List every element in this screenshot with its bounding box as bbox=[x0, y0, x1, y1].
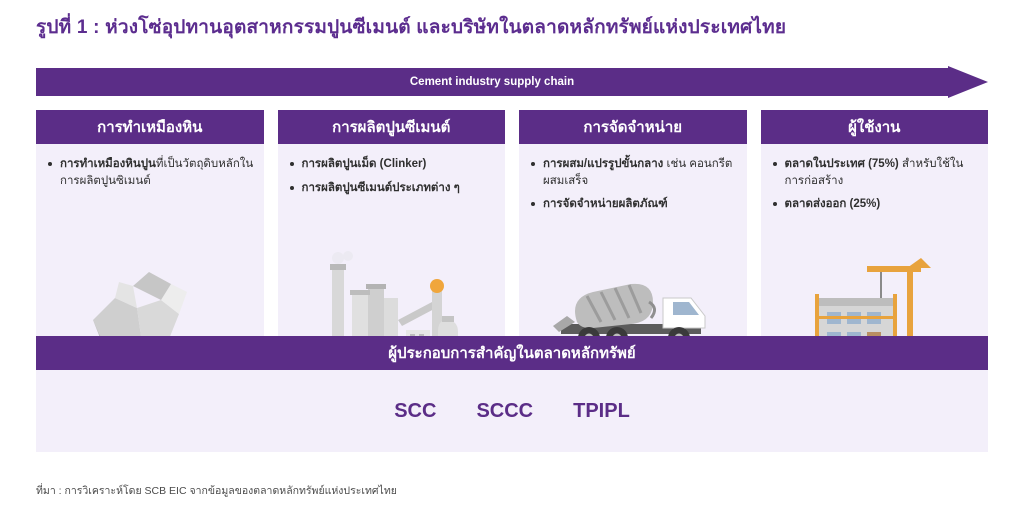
page-title: รูปที่ 1 : ห่วงโซ่อุปทานอุตสาหกรรมปูนซีเมนต์ และบริษัทในตลาดหลักทรัพย์แห่งประเทศไทย bbox=[36, 17, 787, 38]
stage-column-production bbox=[278, 110, 506, 364]
stage-body-users bbox=[761, 144, 989, 364]
ticker-sccc: SCCC bbox=[476, 399, 534, 422]
supply-chain-arrow-label: Cement industry supply chain bbox=[409, 76, 575, 88]
stage-column-users bbox=[761, 110, 989, 364]
list-item bbox=[288, 180, 496, 197]
stage-body-distribution bbox=[519, 144, 747, 364]
list-item bbox=[46, 156, 254, 189]
ticker-scc: SCC bbox=[394, 399, 437, 422]
stage-column-quarrying bbox=[36, 110, 264, 364]
stage-header-users: ผู้ใช้งาน bbox=[761, 110, 989, 144]
list-item bbox=[771, 156, 979, 189]
stage-columns bbox=[36, 110, 988, 364]
listed-companies-header: ผู้ประกอบการสำคัญในตลาดหลักทรัพย์ bbox=[36, 336, 988, 370]
stage-bullets-production bbox=[288, 156, 496, 196]
bullet-normal-text: ที่เป็นวัตถุดิบหลักในการผลิตปูนซิเมนต์ bbox=[60, 158, 254, 187]
bullet-bold-text: การทำเหมืองหินปูน bbox=[60, 158, 156, 170]
bullet-bold-text: การผลิตปูนซีเมนต์ประเภทต่าง ๆ bbox=[301, 181, 460, 194]
bullet-normal-text: สำหรับใช้ในการก่อสร้าง bbox=[784, 158, 964, 187]
bullet-bold-text: ตลาดในประเทศ (75%) bbox=[784, 158, 899, 170]
list-item bbox=[529, 156, 737, 189]
stage-bullets-distribution bbox=[529, 156, 737, 213]
list-item bbox=[288, 156, 496, 173]
stage-body-production bbox=[278, 144, 506, 364]
supply-chain-arrow-head bbox=[948, 66, 988, 98]
stage-body-quarrying bbox=[36, 144, 264, 364]
supply-chain-arrow bbox=[36, 68, 988, 96]
stage-column-distribution bbox=[519, 110, 747, 364]
stage-header-distribution: การจัดจำหน่าย bbox=[519, 110, 747, 144]
bullet-bold-text: การผลิตปูนเม็ด (Clinker) bbox=[301, 158, 427, 170]
list-item bbox=[771, 196, 979, 213]
bullet-bold-text: การจัดจำหน่ายผลิตภัณฑ์ bbox=[543, 198, 668, 211]
bullet-bold-text: ตลาดส่งออก (25%) bbox=[784, 198, 881, 211]
bullet-normal-text: เช่น คอนกรีตผสมเสร็จ bbox=[543, 158, 733, 187]
bullet-bold-text: การผสม/แปรรูปขั้นกลาง bbox=[543, 158, 664, 170]
stage-bullets-users bbox=[771, 156, 979, 213]
ticker-tpipl: TPIPL bbox=[573, 399, 630, 422]
listed-companies-body bbox=[36, 370, 988, 452]
list-item bbox=[529, 196, 737, 213]
stage-header-production: การผลิตปูนซีเมนต์ bbox=[278, 110, 506, 144]
stage-bullets-quarrying bbox=[46, 156, 254, 189]
stage-header-quarrying: การทำเหมืองหิน bbox=[36, 110, 264, 144]
source-footnote: ที่มา : การวิเคราะห์โดย SCB EIC จากข้อมูลของตลาดหลักทรัพย์แห่งประเทศไทย bbox=[36, 485, 397, 497]
